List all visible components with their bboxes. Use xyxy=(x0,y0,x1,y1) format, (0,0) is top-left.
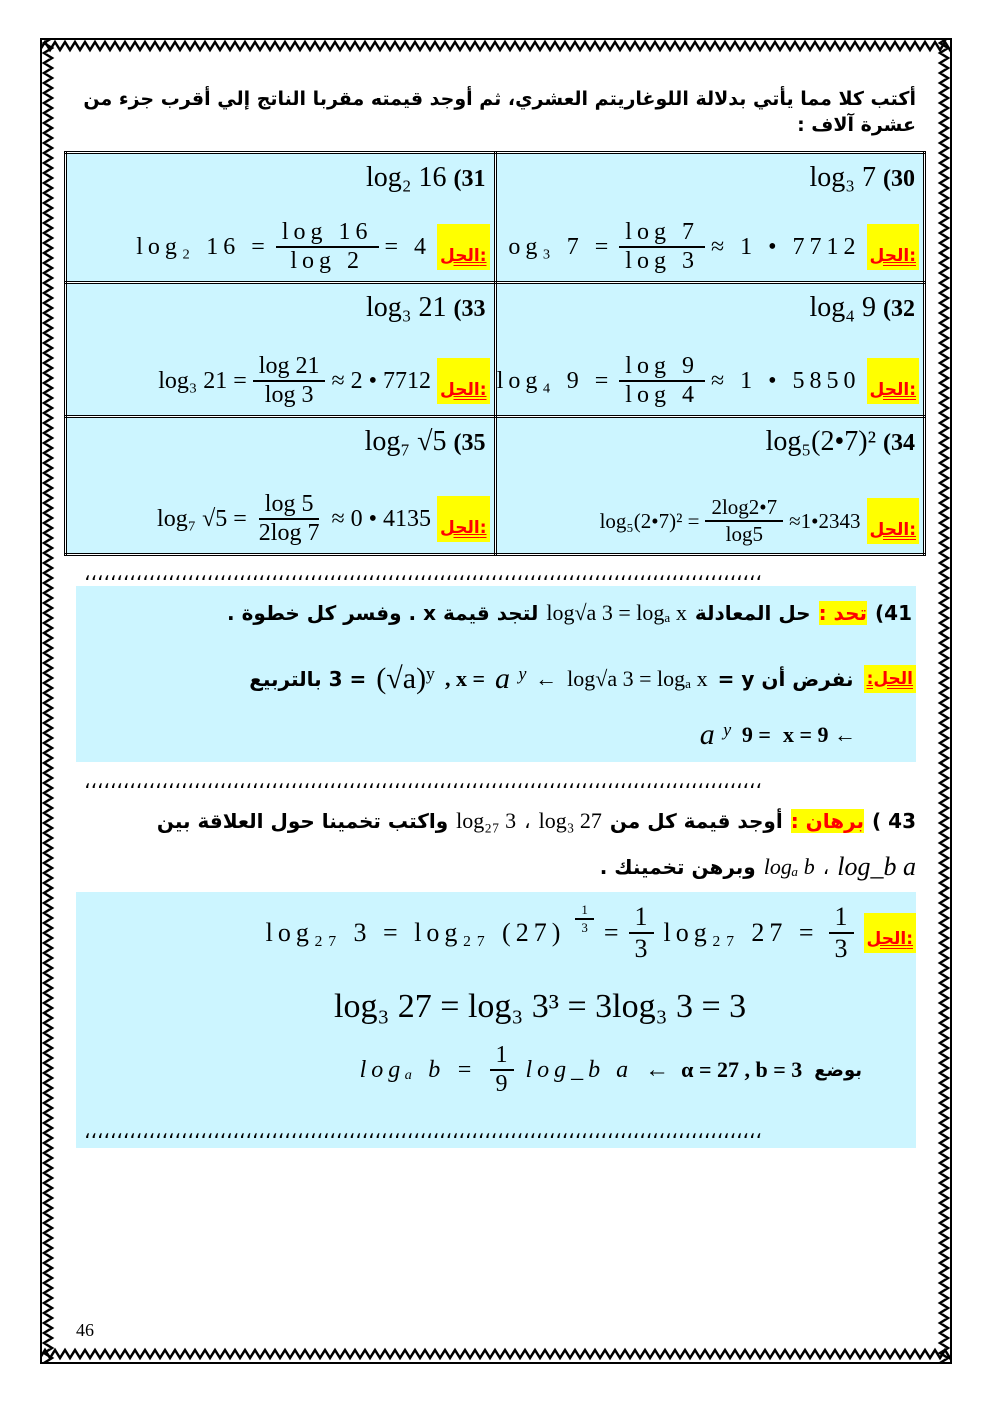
solution-label: الحل: xyxy=(437,358,489,404)
problem-32-cell xyxy=(495,283,925,417)
challenge-tag: تحد : xyxy=(818,601,868,625)
step1-text: نفرض أن y = xyxy=(717,667,854,691)
proof-line3-lhs: logₐ b = xyxy=(359,1056,478,1083)
solution-equation: log₃ 21 = $\frac{\log 21}{\log 3}$ ≈ 2 • 7712 xyxy=(158,353,432,408)
problem-number: (33 xyxy=(453,296,486,322)
problem-34-cell xyxy=(495,417,925,555)
problem-expression: log₂ 16 xyxy=(365,162,447,193)
zigzag-border-right xyxy=(936,38,952,1364)
arrow-icon: ← xyxy=(535,666,558,691)
proof-line1-mid: log₂₇ 27 = xyxy=(663,918,819,947)
problem-30-cell xyxy=(495,153,925,283)
challenge-number: 41) xyxy=(875,601,912,625)
dotted-separator: ،،،،،،،،،،،،،،،،،،،،،،،،،،،،،،،،،،،،،،،،،،،،،،،،،،،،،،،،،،،،،،،،،،،،،،،،،،،،،،،،،،،،،،،،،،،،،،،،،،،،،،،،، xyxy=(84,1124,762,1140)
step1-end: = 3 بالتربيع xyxy=(249,667,367,691)
solution-equation: log₂ 16 = $\frac{\log 16}{\log 2}$ = 4 xyxy=(136,219,432,274)
problem-31-cell xyxy=(66,153,496,283)
problem-expression: log₃ 21 xyxy=(365,292,447,323)
proof-solution-panel: الحل: $\frac{1}{3}$ log₂₇ 27 = $\frac{1}{3}$ = $\frac{1}{3}$ log₂₇ 3 = log₂₇ (27) log₃ 27 = log₃ 3³ = 3log₃ 3 = 3 بوضع α = 27 , b = 3 ← log_b a $\frac{1}{9}$ logₐ b = xyxy=(76,892,916,1148)
problem-expression: log₄ 9 xyxy=(809,292,876,323)
arrow-icon: ← xyxy=(645,1056,670,1083)
solution-label: الحل: xyxy=(864,665,916,693)
solution-label: الحل: xyxy=(867,498,919,544)
step1-a-power-y: a ʸ xyxy=(495,662,526,695)
solution-label: الحل: xyxy=(864,913,916,953)
proof-line3-rhs: log_b a xyxy=(525,1056,634,1083)
problem-number: (32 xyxy=(883,296,915,322)
problem-number: (35 xyxy=(453,430,486,456)
intro-instruction: أكتب كلا مما يأتي بدلالة اللوغاريتم العشري، ثم أوجد قيمته مقربا الناتج إلي أقرب جزء من عشرة آلاف : xyxy=(83,88,916,136)
proof-number: 43 ) xyxy=(872,809,916,833)
proof-line3-cond: α = 27 , b = 3 xyxy=(681,1057,803,1082)
zigzag-border-bottom xyxy=(40,1346,952,1362)
step2-nine: 9 = xyxy=(741,722,771,747)
proof-text-b: واكتب تخمينا حول العلاقة بين xyxy=(156,809,449,833)
challenge-equation: log√a 3 = logₐ x xyxy=(546,600,687,625)
step1-equation: log√a 3 = logₐ x xyxy=(567,666,708,691)
step1-sqrt-a-power-y: (√a)ʸ xyxy=(376,662,435,695)
proof-tag: برهان : xyxy=(790,809,865,833)
challenge-text-b: لتجد قيمة x . وفسر كل خطوة . xyxy=(227,601,539,625)
problem-33-cell xyxy=(66,283,496,417)
dotted-separator: ،،،،،،،،،،،،،،،،،،،،،،،،،،،،،،،،،،،،،،،،،،،،،،،،،،،،،،،،،،،،،،،،،،،،،،،،،،،،،،،،،،،،،،،،،،،،،،،،،،،،،،،،، xyxy=(84,566,762,582)
solution-equation: log₇ √5 = $\frac{\log 5}{2\log 7}$ ≈ 0 • 4135 xyxy=(157,491,432,546)
problem-expression: log₃ 7 xyxy=(809,162,876,193)
proof-eq-d: logₐ b xyxy=(763,854,815,879)
solution-label: الحل: xyxy=(867,224,919,270)
dotted-separator: ،،،،،،،،،،،،،،،،،،،،،،،،،،،،،،،،،،،،،،،،،،،،،،،،،،،،،،،،،،،،،،،،،،،،،،،،،،،،،،،،،،،،،،،،،،،،،،،،،،،،،،،،، xyxy=(84,774,762,790)
solution-label: الحل: xyxy=(867,358,919,404)
challenge-text-a: حل المعادلة xyxy=(694,601,811,625)
problem-35-cell xyxy=(66,417,496,555)
step1-x: , x = xyxy=(444,666,486,691)
proof-text-a: أوجد قيمة كل من xyxy=(609,809,783,833)
proof-eq-b: log₂₇ 3 xyxy=(456,808,517,833)
proof-line2: log₃ 27 = log₃ 3³ = 3log₃ 3 = 3 xyxy=(334,988,747,1025)
step2-a-power-y: a ʸ xyxy=(699,718,730,751)
problems-table xyxy=(64,151,926,556)
challenge-panel xyxy=(76,586,916,762)
solution-label: الحل: xyxy=(437,224,489,270)
zigzag-border-top xyxy=(40,38,952,54)
problem-number: (30 xyxy=(883,166,915,192)
problem-number: (34 xyxy=(883,430,915,456)
proof-line3-text: بوضع xyxy=(814,1059,862,1081)
proof-text-c: وبرهن تخمينك . xyxy=(599,855,756,879)
page-number: 46 xyxy=(76,1320,94,1340)
solution-equation: log₄ 9 = $\frac{\log 9}{\log 4}$ ≈ 1 • 5850 xyxy=(496,353,861,408)
proof-eq-c: log_b a xyxy=(837,852,916,881)
problem-number: (31 xyxy=(453,166,486,192)
solution-label: الحل: xyxy=(437,496,489,542)
proof-line1-lhs: log₂₇ 3 = log₂₇ (27) xyxy=(265,918,566,947)
solution-equation: log₅(2•7)² = $\frac{2\log 2•7}{\log 5}$ ≈1•2343 xyxy=(599,495,861,546)
proof-comma: ، xyxy=(524,810,531,833)
step2-x: x = 9 ← xyxy=(782,722,856,747)
solution-equation: og₃ 7 = $\frac{\log 7}{\log 3}$ ≈ 1 • 7712 xyxy=(508,219,861,274)
proof-comma: ، xyxy=(822,856,830,879)
problem-expression: log₇ √5 xyxy=(364,426,447,457)
proof-eq-a: log₃ 27 xyxy=(538,808,602,833)
problem-expression: log₅(2•7)² xyxy=(765,426,876,457)
zigzag-border-left xyxy=(40,38,56,1364)
